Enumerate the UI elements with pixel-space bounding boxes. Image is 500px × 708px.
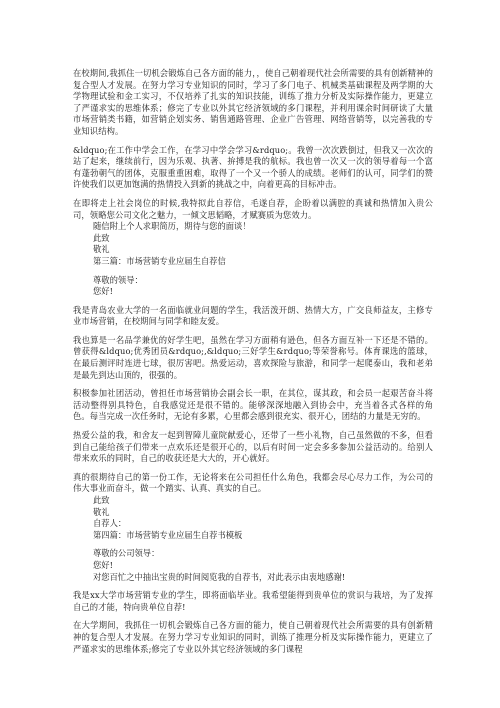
jingli-2: 敬礼 xyxy=(93,506,110,517)
cizhi-1: 此致 xyxy=(93,232,110,243)
paragraph-university-skills: 在大学期间，我抓住一切机会锻炼自己各方面的能力，使自己朝着现代社会所需要的具有创新精神的复合型人才发展。在努力学习专业知识的同时，训练了推理分析及实际操作能力，更建立了严谨求实的思维体系;修完了专业以外其它经济领域的多门课程 xyxy=(73,620,433,654)
document-body xyxy=(73,68,433,655)
paragraph-club: 积极参加社团活动，曾担任市场营销协会副会长一职，在其位，谋其政，和会员一起艰苦奋斗将活动整得别具特色，自我感觉还是很不错的。能够深深地融入到协会中，充当着各式各样的角色。每当完成一次任务时，无论有多累，心里都会感到很充实、很开心，团结的力量是无穷的。 xyxy=(73,388,433,422)
paragraph-self-recommend: 在即将走上社会岗位的时候,我特拟此自荐信，毛遂自荐，企盼着以满腔的真诚和热情加入贵公司，领略您公司文化之魅力，一倾文思韬略，才赋赛质为您效力。 xyxy=(73,197,433,220)
paragraph-work-study: &ldquo;在工作中学会工作，在学习中学会学习&rdquo;。我曾一次次跌倒过，但我又一次次的站了起来，继续前行，因为乐观、执著、拚搏是我的航标。我也曾一次又一次的领导着每一个富有蓬勃朝气的团体，克服重重困难，取得了一个又一个骄人的成绩。老师们的认可，同学们的赞许使我们以更加饱满的热情投入到新的挑战之中，向着更高的目标冲击。 xyxy=(73,144,433,190)
paragraph-graduate-intro: 我是xx大学市场营销专业的学生，即将面临毕业。我希望能得到贵单位的赏识与栽培，为了发挥自己的才能，特向贵单位自荐! xyxy=(73,590,433,612)
section-heading-4: 第四篇：市场营销专业应届生自荐书模板 xyxy=(93,529,243,540)
paragraph-campus-skills: 在校期间,我抓住一切机会锻炼自己各方面的能力，，使自己朝着现代社会所需要的具有创新精神的复合型人才发展。在努力学习专业知识的同时，学习了多门电子、机械类基础课程及两学期的大学物理试验和金工实习，不仅培养了扎实的知识技能，训练了推力分析及实际操作能力，更建立了严谨求实的思维体系；修完了专业以外其它经济领域的多门课程，并利用课余时间研读了大量市场营销类书籍，如营销企划实务、销售通路管理、企业广告管理、网络营销等，以完善我的专业知识结构。 xyxy=(73,68,433,136)
paragraph-honors: 我也算是一名品学兼优的好学生吧，虽然在学习方面稍有逊色，但各方面互补一下还是不错的。曾获得&ldquo;优秀团员&rdquo;,&ldquo;三好学生&rdquo;等荣誉称号。体育课选的篮球，在最后测评时连进七球，很厉害吧。热爱运动，喜欢探险与旅游，和同学一起爬泰山，我和老弟是最先到达山顶的，很强的。 xyxy=(73,334,433,380)
greeting-1: 您好! xyxy=(93,286,113,297)
greeting-2: 您好! xyxy=(93,559,113,570)
section-heading-3: 第三篇：市场营销专业应届生自荐信 xyxy=(93,255,226,266)
cizhi-2: 此致 xyxy=(93,495,110,505)
jingli-1: 敬礼 xyxy=(93,244,110,255)
signer-label: 自荐人： xyxy=(93,518,127,529)
paragraph-charity: 热爱公益的我，和舍友一起到智障儿童院献爱心，还带了一些小礼物，自己虽然做的不多，但看到自己能给孩子们带来一点欢乐还是很开心的，以后有时间一定会多多参加公益活动的。给别人带来欢乐的同时，自己的收获还是大大的，开心就好。 xyxy=(73,430,433,464)
thanks-line: 对您百忙之中抽出宝贵的时间阅览我的自荐书，对此表示由衷地感谢! xyxy=(93,571,346,582)
salutation-2: 尊敬的公司领导： xyxy=(93,548,160,559)
paragraph-expectation: 真的很期待自己的第一份工作，无论将来在公司担任什么角色，我都会尽心尽力工作，为公司的伟大事业而奋斗，做一个踏实、认真、真实的自己。 xyxy=(73,471,433,494)
closing-line: 随信附上个人求职简历，期待与您的面谈！ xyxy=(93,221,251,232)
salutation-1: 尊敬的领导： xyxy=(93,274,143,285)
paragraph-intro-student: 我是青岛农业大学的一名面临就业问题的学生，我活泼开朗、热情大方，广交良师益友，主修专业市场营销，在校期间与同学和睦友爱。 xyxy=(73,304,433,327)
